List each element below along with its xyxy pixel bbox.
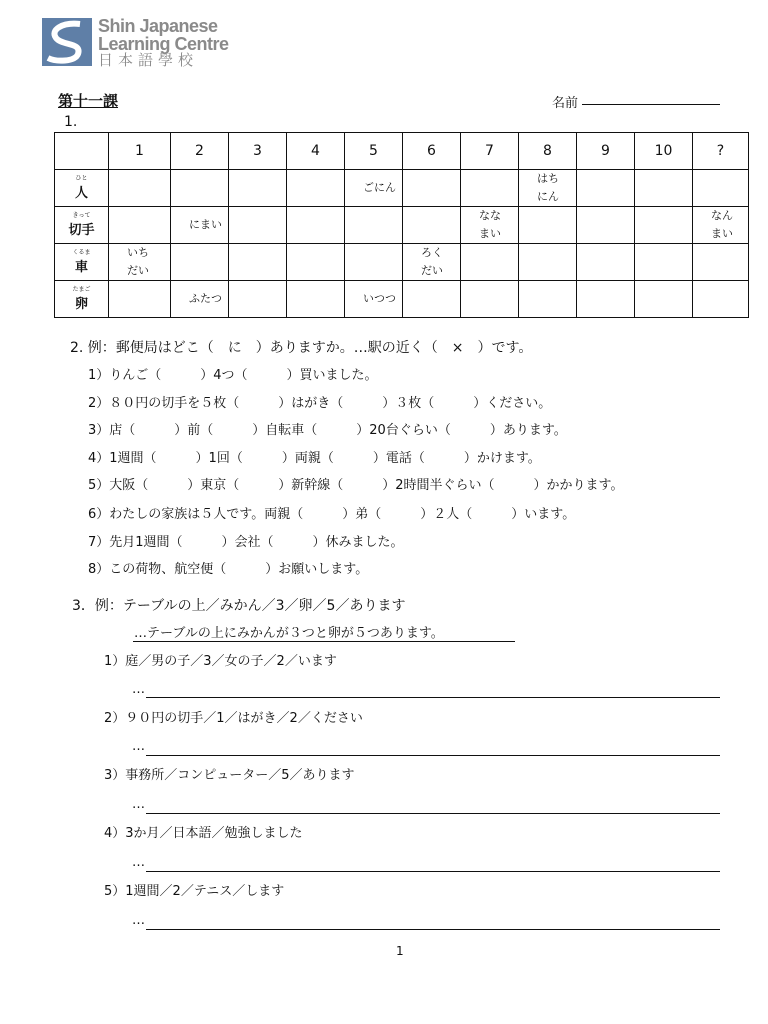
column-header: 4 <box>287 133 345 170</box>
table-cell[interactable] <box>403 207 461 244</box>
section3-item: 4）3か月／日本語／勉強しました <box>104 826 303 841</box>
column-header: ? <box>693 133 749 170</box>
table-cell[interactable] <box>461 281 519 318</box>
table-cell[interactable]: なな まい <box>461 207 519 244</box>
section2-item: 3）店（ ）前（ ）自転車（ ）20台ぐらい（ ）あります。 <box>88 423 567 438</box>
table-cell[interactable] <box>287 244 345 281</box>
logo-mark <box>42 18 92 66</box>
table-cell[interactable] <box>229 207 287 244</box>
table-cell[interactable] <box>577 170 635 207</box>
table-cell[interactable] <box>171 244 229 281</box>
answer-line[interactable] <box>146 697 720 698</box>
section1-label: 1. <box>64 114 78 130</box>
table-row <box>55 207 749 244</box>
table-row <box>55 281 749 318</box>
answer-line[interactable] <box>146 871 720 872</box>
table-cell[interactable] <box>635 207 693 244</box>
table-cell[interactable] <box>693 170 749 207</box>
column-header: 8 <box>519 133 577 170</box>
table-cell[interactable] <box>577 244 635 281</box>
section2-example: 2. 例：郵便局はどこ（ に ）ありますか。…駅の近く（ × ）です。 <box>70 340 533 356</box>
name-answer-line[interactable] <box>582 104 720 105</box>
table-cell[interactable]: いつつ <box>345 281 403 318</box>
table-cell[interactable]: にまい <box>171 207 229 244</box>
column-header: 9 <box>577 133 635 170</box>
logo-text-line2: Learning Centre <box>98 34 229 54</box>
table-row <box>55 244 749 281</box>
table-cell[interactable] <box>229 170 287 207</box>
logo-text-line3: 日本語學校 <box>98 51 199 69</box>
section3-item: 3）事務所／コンピューター／5／あります <box>104 768 355 783</box>
table-cell[interactable] <box>287 281 345 318</box>
table-cell[interactable] <box>635 244 693 281</box>
column-header: 1 <box>109 133 171 170</box>
table-corner-cell <box>55 133 109 170</box>
table-cell[interactable] <box>461 244 519 281</box>
lesson-title: 第十一課 <box>58 92 119 110</box>
table-cell[interactable] <box>287 207 345 244</box>
table-cell[interactable]: ろく だい <box>403 244 461 281</box>
table-row <box>55 170 749 207</box>
table-header-row <box>55 133 749 170</box>
row-header <box>55 244 109 281</box>
page-number: 1 <box>396 944 404 958</box>
row-furigana: くるま <box>72 249 91 256</box>
row-header <box>55 170 109 207</box>
answer-line[interactable] <box>146 755 720 756</box>
table-cell[interactable] <box>693 244 749 281</box>
column-header: 10 <box>635 133 693 170</box>
table-cell[interactable] <box>171 170 229 207</box>
section3-item: 2）９０円の切手／1／はがき／2／ください <box>104 711 363 726</box>
table-cell[interactable] <box>109 281 171 318</box>
answer-prefix: … <box>132 739 145 754</box>
table-cell[interactable] <box>461 170 519 207</box>
section3-item: 5）1週間／2／テニス／します <box>104 884 285 899</box>
row-kanji: 切手 <box>68 223 95 238</box>
table-cell[interactable] <box>109 207 171 244</box>
answer-line[interactable] <box>146 813 720 814</box>
row-kanji: 人 <box>74 186 88 201</box>
column-header: 6 <box>403 133 461 170</box>
table-cell[interactable] <box>287 170 345 207</box>
table-cell[interactable] <box>519 281 577 318</box>
answer-prefix: … <box>132 913 145 928</box>
table-cell[interactable] <box>345 207 403 244</box>
column-header: 2 <box>171 133 229 170</box>
table-cell[interactable]: ふたつ <box>171 281 229 318</box>
row-header <box>55 281 109 318</box>
row-furigana: きって <box>72 212 91 219</box>
section3-example: 3．例：テーブルの上／みかん／3／卵／5／あります <box>72 598 406 614</box>
table-cell[interactable]: なん まい <box>693 207 749 244</box>
table-cell[interactable]: いち だい <box>109 244 171 281</box>
table-cell[interactable] <box>229 244 287 281</box>
counter-table <box>54 132 749 318</box>
table-cell[interactable] <box>229 281 287 318</box>
section3-item: 1）庭／男の子／3／女の子／2／います <box>104 654 337 669</box>
table-cell[interactable] <box>109 170 171 207</box>
section2-item: 7）先月1週間（ ）会社（ ）休みました。 <box>88 535 404 550</box>
section2-item: 6）わたしの家族は５人です。両親（ ）弟（ ）２人（ ）います。 <box>88 507 576 522</box>
section2-item: 1）りんご（ ）4つ（ ）買いました。 <box>88 368 378 383</box>
table-cell[interactable] <box>519 207 577 244</box>
row-furigana: たまご <box>72 286 91 293</box>
row-header <box>55 207 109 244</box>
logo-text-line1: Shin Japanese <box>98 16 218 36</box>
table-cell[interactable] <box>345 244 403 281</box>
table-cell[interactable] <box>403 281 461 318</box>
row-kanji: 卵 <box>74 297 88 312</box>
section2-item: 8）この荷物、航空便（ ）お願いします。 <box>88 562 369 577</box>
name-label: 名前 <box>552 96 579 111</box>
section2-item: 4）1週間（ ）1回（ ）両親（ ）電話（ ）かけます。 <box>88 451 541 466</box>
table-cell[interactable] <box>693 281 749 318</box>
column-header: 3 <box>229 133 287 170</box>
table-cell[interactable] <box>577 207 635 244</box>
answer-prefix: … <box>132 855 145 870</box>
column-header: 5 <box>345 133 403 170</box>
example-underline <box>133 641 515 642</box>
table-cell[interactable]: ごにん <box>345 170 403 207</box>
table-cell[interactable] <box>577 281 635 318</box>
section3-example-answer: …テーブルの上にみかんが３つと卵が５つあります。 <box>134 626 444 641</box>
answer-prefix: … <box>132 682 145 697</box>
table-cell[interactable]: はち にん <box>519 170 577 207</box>
section2-item: 5）大阪（ ）東京（ ）新幹線（ ）2時間半ぐらい（ ）かかります。 <box>88 478 624 493</box>
logo-s-icon <box>42 18 92 66</box>
table-cell[interactable] <box>635 170 693 207</box>
section2-item: 2）８０円の切手を５枚（ ）はがき（ ）３枚（ ）ください。 <box>88 396 552 411</box>
answer-prefix: … <box>132 797 145 812</box>
table-cell[interactable] <box>403 170 461 207</box>
answer-line[interactable] <box>146 929 720 930</box>
table-cell[interactable] <box>519 244 577 281</box>
column-header: 7 <box>461 133 519 170</box>
row-kanji: 車 <box>74 260 88 275</box>
row-furigana: ひと <box>75 175 88 182</box>
table-cell[interactable] <box>635 281 693 318</box>
